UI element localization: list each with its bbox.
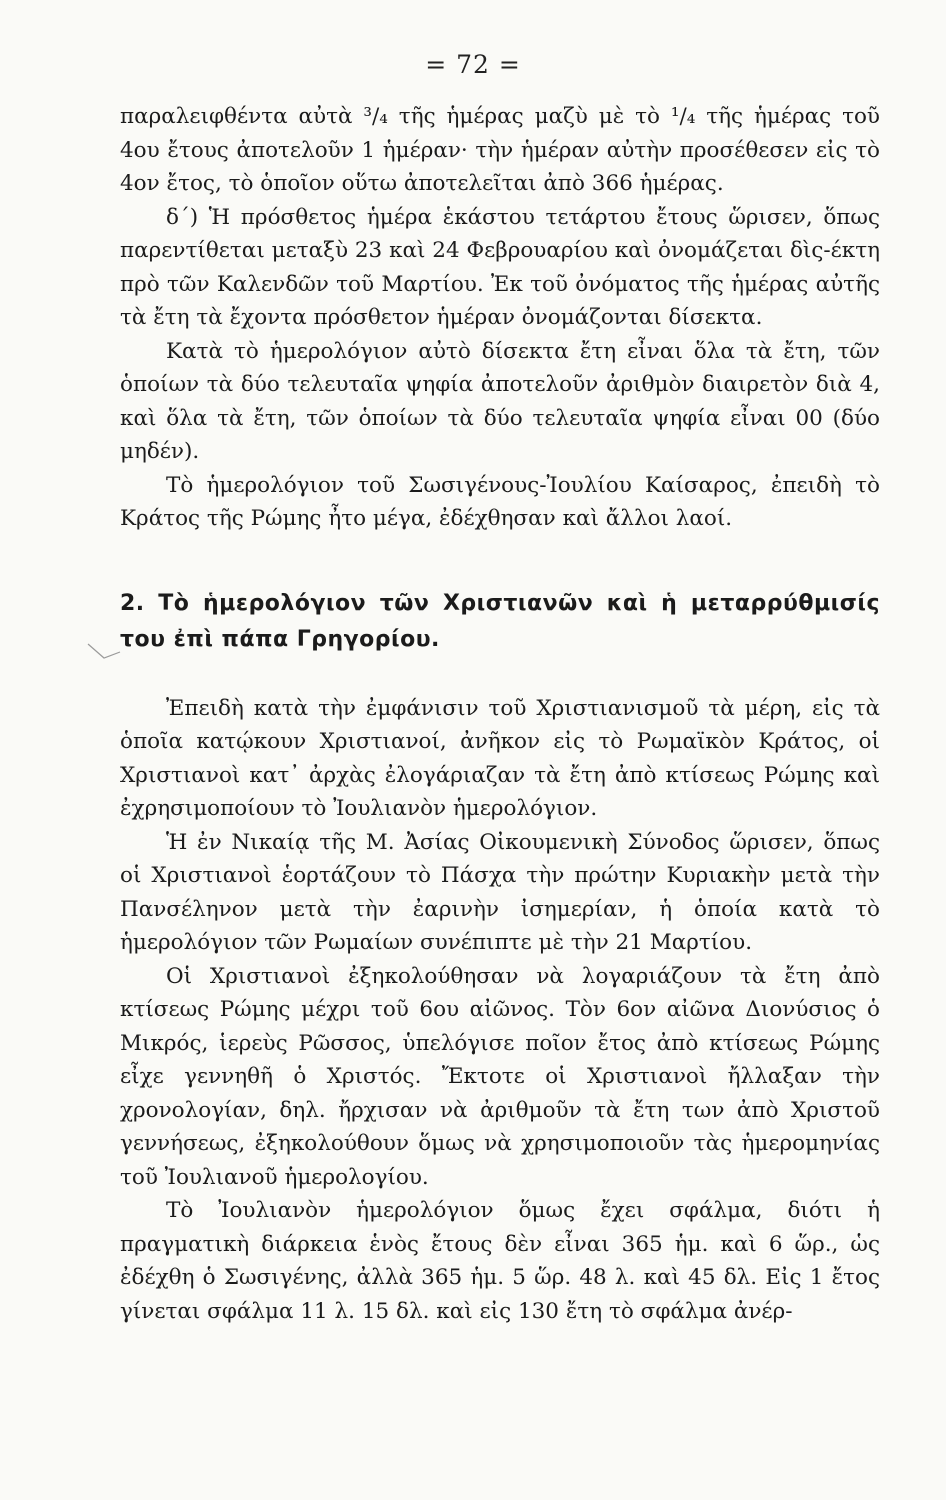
paragraph-bottom-3: Οἱ Χριστιανοὶ ἐξηκολούθησαν νὰ λογαριάζουν τὰ ἔτη ἀπὸ κτίσεως Ρώμης μέχρι τοῦ 6ου αἰῶνος. Τὸν 6ον αἰῶνα Διονύσιος ὁ Μικρός, ἱερεὺς Ρῶσσος, ὑπελόγισε ποῖον ἔτος ἀπὸ κτίσεως Ρώμης εἶχε γεννηθῆ ὁ Χριστός. Ἔκτοτε οἱ Χριστιανοὶ ἤλλαξαν τὴν χρονολογίαν, δηλ. ἤρχισαν νὰ ἀριθμοῦν τὰ ἔτη των ἀπὸ Χριστοῦ γεννήσεως, ἐξηκολούθουν ὅμως νὰ χρησιμοποιοῦν τὰς ἡμερομηνίας τοῦ Ἰουλιανοῦ ἡμερολογίου. [120, 963, 880, 1190]
paragraph-top-1: παραλειφθέντα αὐτὰ ³/₄ τῆς ἡμέρας μαζὺ μὲ τὸ ¹/₄ τῆς ἡμέρας τοῦ 4ου ἔτους ἀποτελοῦν 1 ἡμέραν· τὴν ἡμέραν αὐτὴν προσέθεσεν εἰς τὸ 4ον ἔτος, τὸ ὁποῖον οὕτω ἀποτελεῖται ἀπὸ 366 ἡμέρας. [120, 104, 880, 196]
page-text [120, 100, 880, 1328]
section-heading: 2. Τὸ ἡμερολόγιον τῶν Χριστιανῶν καὶ ἡ μεταρρύθμισίς του ἐπὶ πάπα Γρηγορίου. [120, 590, 880, 652]
paragraph-top-4: Τὸ ἡμερολόγιον τοῦ Σωσιγένους-Ἰουλίου Καίσαρος, ἐπειδὴ τὸ Κράτος τῆς Ρώμης ἦτο μέγα, ἐδέχθησαν καὶ ἄλλοι λαοί. [120, 472, 880, 531]
paragraph-top-3: Κατὰ τὸ ἡμερολόγιον αὐτὸ δίσεκτα ἔτη εἶναι ὅλα τὰ ἔτη, τῶν ὁποίων τὰ δύο τελευταῖα ψηφία ἀποτελοῦν ἀριθμὸν διαιρετὸν διὰ 4, καὶ ὅλα τὰ ἔτη, τῶν ὁποίων τὰ δύο τελευταῖα ψηφία εἶναι 00 (δύο μηδέν). [120, 338, 880, 464]
paragraph-top-2: δ΄) Ἡ πρόσθετος ἡμέρα ἑκάστου τετάρτου ἔτους ὥρισεν, ὅπως παρεντίθεται μεταξὺ 23 καὶ 24 Φεβρουαρίου καὶ ὀνομάζεται δὶς-έκτη πρὸ τῶν Καλενδῶν τοῦ Μαρτίου. Ἐκ τοῦ ὀνόματος τῆς ἡμέρας αὐτῆς τὰ ἔτη τὰ ἔχοντα πρόσθετον ἡμέραν ὀνομάζονται δίσεκτα. [120, 204, 880, 330]
paragraph-bottom-4: Τὸ Ἰουλιανὸν ἡμερολόγιον ὅμως ἔχει σφάλμα, διότι ἡ πραγματικὴ διάρκεια ἑνὸς ἔτους δὲν εἶναι 365 ἡμ. καὶ 6 ὥρ., ὡς ἐδέχθη ὁ Σωσιγένης, ἀλλὰ 365 ἡμ. 5 ὥρ. 48 λ. καὶ 45 δλ. Εἰς 1 ἔτος γίνεται σφάλμα 11 λ. 15 δλ. καὶ εἰς 130 ἔτη τὸ σφάλμα ἀνέρ- [120, 1198, 880, 1324]
section-gap [120, 536, 880, 586]
paragraph-bottom-1: Ἐπειδὴ κατὰ τὴν ἐμφάνισιν τοῦ Χριστιανισμοῦ τὰ μέρη, εἰς τὰ ὁποῖα κατῴκουν Χριστιανοί, ἀνῆκον εἰς τὸ Ρωμαϊκὸν Κράτος, οἱ Χριστιανοὶ κατ᾿ ἀρχὰς ἐλογάριαζαν τὰ ἔτη ἀπὸ κτίσεως Ρώμης καὶ ἐχρησιμοποίουν τὸ Ἰουλιανὸν ἡμερολόγιον. [120, 695, 880, 821]
heading-gap [120, 658, 880, 692]
page-number: = 72 = [425, 50, 521, 79]
paragraph-bottom-2: Ἡ ἐν Νικαίᾳ τῆς Μ. Ἀσίας Οἰκουμενικὴ Σύνοδος ὥρισεν, ὅπως οἱ Χριστιανοὶ ἑορτάζουν τὸ Πάσχα τὴν πρώτην Κυριακὴν μετὰ τὴν Πανσέληνον μετὰ τὴν ἐαρινὴν ἰσημερίαν, ἡ ὁποία κατὰ τὸ ἡμερολόγιον τῶν Ρωμαίων συνέπιπτε μὲ τὴν 21 Μαρτίου. [120, 829, 880, 955]
pencil-mark-icon [86, 640, 122, 662]
